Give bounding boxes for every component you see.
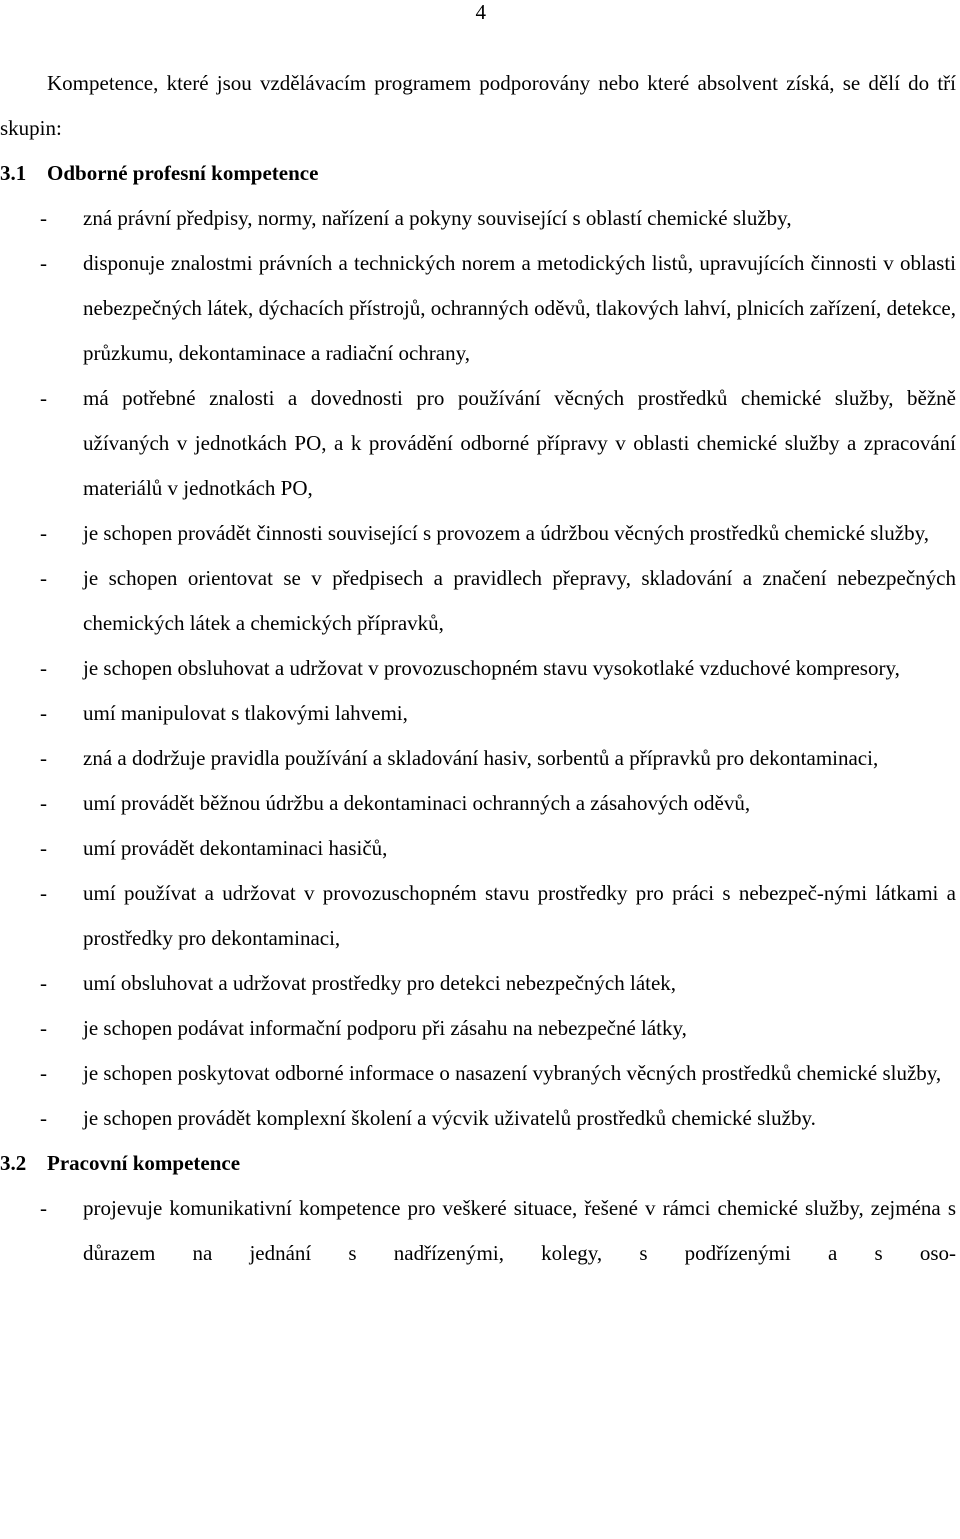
list-dash: - [40, 836, 47, 860]
list-item-text: disponuje znalostmi právních a technických norem a metodických listů, upravujících činnosti v oblasti nebezpečných látek, dýchacích přístrojů, ochranných oděvů, tlakových lahví, plnicích zařízení, detekce, průzkumu, dekontaminace a radiační ochrany, [83, 251, 956, 365]
list-dash: - [40, 971, 47, 995]
list-item-text: je schopen orientovat se v předpisech a pravidlech přepravy, skladování a značení nebezpečných chemických látek a chemických přípravků, [83, 566, 956, 635]
list-dash: - [40, 746, 47, 770]
section-heading-3-2 [0, 1141, 960, 1186]
list-item [0, 1186, 960, 1276]
list-item [0, 871, 960, 961]
list-dash: - [40, 251, 47, 275]
page-number: 4 [475, 0, 486, 24]
list-dash: - [40, 1196, 47, 1220]
list-item [0, 511, 960, 556]
list-dash: - [40, 566, 47, 590]
list-dash: - [40, 386, 47, 410]
section-heading-3-1 [0, 151, 960, 196]
list-item-text: umí provádět dekontaminaci hasičů, [83, 836, 388, 860]
competence-list-3-2 [0, 1186, 960, 1276]
list-dash: - [40, 791, 47, 815]
list-item [0, 241, 960, 376]
list-item-text: je schopen poskytovat odborné informace o nasazení vybraných věcných prostředků chemické služby, [83, 1061, 942, 1085]
section-title: Pracovní kompetence [47, 1151, 241, 1175]
list-item [0, 376, 960, 511]
list-item-text: umí obsluhovat a udržovat prostředky pro detekci nebezpečných látek, [83, 971, 677, 995]
list-dash: - [40, 1016, 47, 1040]
list-item [0, 736, 960, 781]
list-dash: - [40, 521, 47, 545]
list-item-text: projevuje komunikativní kompetence pro veškeré situace, řešené v rámci chemické služby, zejména s důrazem na jednání s nadřízenými, kolegy, s podřízenými a s oso- [83, 1196, 956, 1265]
list-dash: - [40, 881, 47, 905]
list-item [0, 1006, 960, 1051]
list-dash: - [40, 656, 47, 680]
list-item-text: umí používat a udržovat v provozuschopném stavu prostředky pro práci s nebezpeč-nými látkami a prostředky pro dekontaminaci, [83, 881, 956, 950]
list-dash: - [40, 1061, 47, 1085]
list-dash: - [40, 206, 47, 230]
list-item [0, 961, 960, 1006]
list-item [0, 556, 960, 646]
list-dash: - [40, 701, 47, 725]
list-item-text: je schopen podávat informační podporu při zásahu na nebezpečné látky, [83, 1016, 687, 1040]
list-item-text: je schopen provádět komplexní školení a výcvik uživatelů prostředků chemické služby. [83, 1106, 816, 1130]
list-item [0, 691, 960, 736]
competence-list-3-1 [0, 196, 960, 1141]
list-item-text: zná a dodržuje pravidla používání a skladování hasiv, sorbentů a přípravků pro dekontaminaci, [83, 746, 879, 770]
list-item-text: má potřebné znalosti a dovednosti pro používání věcných prostředků chemické služby, běžně užívaných v jednotkách PO, a k provádění odborné přípravy v oblasti chemické služby a zpracování materiálů v jednotkách PO, [83, 386, 956, 500]
list-item-text: je schopen provádět činnosti související s provozem a údržbou věcných prostředků chemické služby, [83, 521, 929, 545]
intro-paragraph: Kompetence, které jsou vzdělávacím programem podporovány nebo které absolvent získá, se dělí do tří skupin: [0, 71, 956, 140]
section-number: 3.1 [0, 161, 27, 185]
document-body [0, 61, 960, 1276]
section-number: 3.2 [0, 1151, 27, 1175]
list-item-text: je schopen obsluhovat a udržovat v provozuschopném stavu vysokotlaké vzduchové kompresory, [83, 656, 900, 680]
list-item [0, 826, 960, 871]
list-item-text: zná právní předpisy, normy, nařízení a pokyny související s oblastí chemické služby, [83, 206, 792, 230]
list-item [0, 1051, 960, 1096]
list-item-text: umí manipulovat s tlakovými lahvemi, [83, 701, 408, 725]
list-item [0, 1096, 960, 1141]
list-dash: - [40, 1106, 47, 1130]
list-item-text: umí provádět běžnou údržbu a dekontaminaci ochranných a zásahových oděvů, [83, 791, 751, 815]
list-item [0, 781, 960, 826]
section-title: Odborné profesní kompetence [47, 161, 319, 185]
list-item [0, 196, 960, 241]
list-item [0, 646, 960, 691]
